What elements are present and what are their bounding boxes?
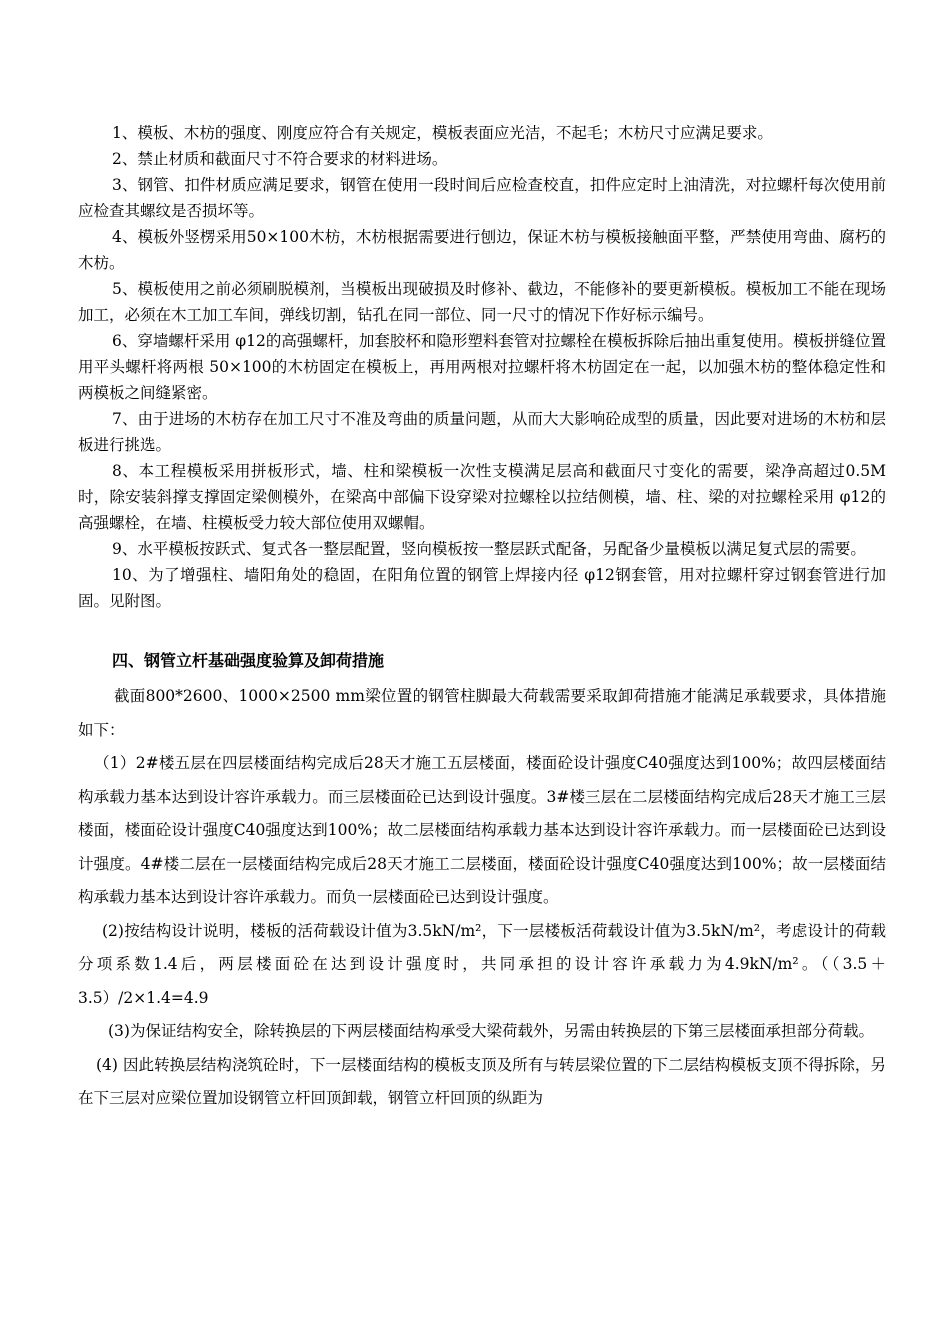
section-body [78, 680, 886, 1116]
paragraph: （1）2#楼五层在四层楼面结构完成后28天才施工五层楼面，楼面砼设计强度C40强度达到100%；故四层楼面结构承载力基本达到设计容许承载力。而三层楼面砼已达到设计强度。3#楼三层在二层楼面结构完成后28天才施工三层楼面，楼面砼设计强度C40强度达到100%；故二层楼面结构承载力基本达到设计容许承载力。而一层楼面砼已达到设计强度。4#楼二层在一层楼面结构完成后28天才施工二层楼面，楼面砼设计强度C40强度达到100%；故一层楼面结构承载力基本达到设计容许承载力。而负一层楼面砼已达到设计强度。 [78, 754, 886, 906]
paragraph: 截面800*2600、1000×2500 mm梁位置的钢管柱脚最大荷载需要采取卸荷措施才能满足承载要求，具体措施如下： [78, 687, 886, 739]
list-item: 6、穿墙螺杆采用 φ12的高强螺杆，加套胶杯和隐形塑料套管对拉螺栓在模板拆除后抽出重复使用。模板拼缝位置用平头螺杆将两根 50×100的木枋固定在模板上，再用两根对拉螺杆将木枋固定在一起，以加强木枋的整体稳定性和两模板之间缝紧密。 [78, 332, 886, 402]
list-item: 7、由于进场的木枋存在加工尺寸不准及弯曲的质量问题，从而大大影响砼成型的质量，因此要对进场的木枋和层板进行挑选。 [78, 410, 886, 454]
section-heading: 四、钢管立杆基础强度验算及卸荷措施 [112, 651, 385, 670]
list-item: 4、模板外竖楞采用50×100木枋，木枋根据需要进行刨边，保证木枋与模板接触面平整，严禁使用弯曲、腐朽的木枋。 [78, 228, 886, 272]
requirements-list [78, 120, 886, 614]
list-item: 10、为了增强柱、墙阳角处的稳固，在阳角位置的钢管上焊接内径 φ12钢套管，用对拉螺杆穿过钢套管进行加固。见附图。 [78, 566, 886, 610]
list-item: 9、水平模板按跃式、复式各一整层配置，竖向模板按一整层跃式配备，另配备少量模板以满足复式层的需要。 [112, 540, 866, 558]
list-item: 2、禁止材质和截面尺寸不符合要求的材料进场。 [112, 150, 448, 168]
list-item: 8、本工程模板采用拼板形式，墙、柱和梁模板一次性支模满足层高和截面尺寸变化的需要，梁净高超过0.5M时，除安装斜撑支撑固定梁侧模外，在梁高中部偏下设穿梁对拉螺栓以拉结侧模，墙、柱、梁的对拉螺栓采用 φ12的高强螺栓，在墙、柱模板受力较大部位使用双螺帽。 [78, 462, 886, 532]
list-item: 1、模板、木枋的强度、刚度应符合有关规定，模板表面应光洁，不起毛；木枋尺寸应满足要求。 [112, 124, 773, 142]
paragraph: (2)按结构设计说明，楼板的活荷载设计值为3.5kN/m²，下一层楼板活荷载设计值为3.5kN/m²，考虑设计的荷载分项系数1.4后，两层楼面砼在达到设计强度时，共同承担的设计容许承载力为4.9kN/m²。（（3.5＋3.5）/2×1.4=4.9 [78, 921, 886, 1007]
list-item: 3、钢管、扣件材质应满足要求，钢管在使用一段时间后应检查校直，扣件应定时上油清洗，对拉螺杆每次使用前应检查其螺纹是否损坏等。 [78, 176, 886, 220]
paragraph: (3)为保证结构安全，除转换层的下两层楼面结构承受大梁荷载外，另需由转换层的下第三层楼面承担部分荷载。 [108, 1022, 874, 1040]
list-item: 5、模板使用之前必须刷脱模剂，当模板出现破损及时修补、截边，不能修补的要更新模板。模板加工不能在现场加工，必须在木工加工车间，弹线切割，钻孔在同一部位、同一尺寸的情况下作好标示编号。 [78, 280, 886, 324]
paragraph: (4) 因此转换层结构浇筑砼时，下一层楼面结构的模板支顶及所有与转层梁位置的下二层结构模板支顶不得拆除，另在下三层对应梁位置加设钢管立杆回顶卸载，钢管立杆回顶的纵距为 [78, 1055, 886, 1107]
